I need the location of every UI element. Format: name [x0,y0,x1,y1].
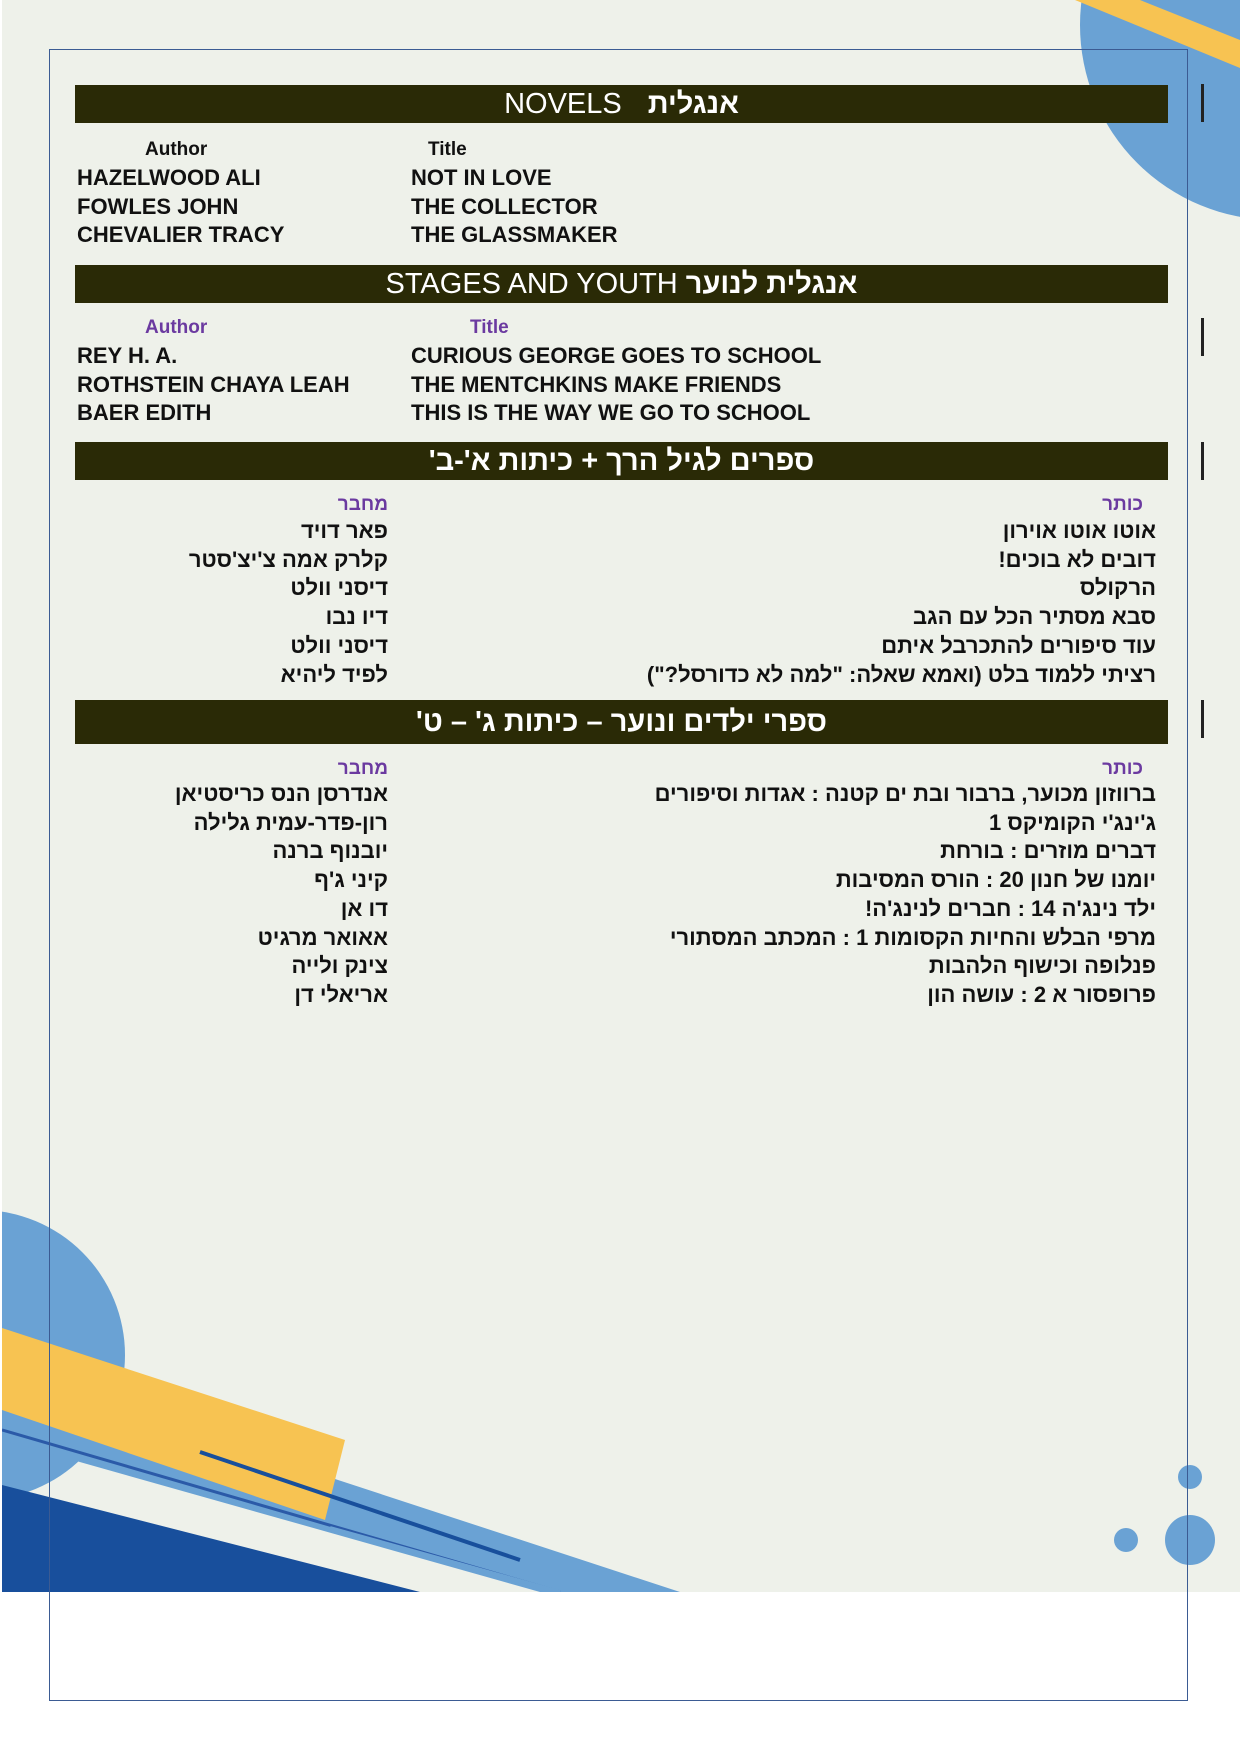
book-author: HAZELWOOD ALI [77,165,261,190]
margin-marker [1201,318,1204,356]
book-author: צינק ולייה [291,953,388,979]
book-author: FOWLES JOHN [77,193,239,219]
book-author: BAER EDITH [77,400,212,426]
title-column-header: Title [428,139,467,160]
author-column-header: מחבר [337,494,388,515]
book-title: דברים מוזרים : בורחת [940,838,1156,864]
book-title: דובים לא בוכים! [998,546,1156,572]
author-list [175,780,388,1010]
book-title: THE COLLECTOR [411,193,598,219]
book-author: אנדרסן הנס כריסטיאן [174,781,388,806]
margin-marker [1201,700,1204,738]
book-title: THIS IS THE WAY WE GO TO SCHOOL [411,400,811,426]
section-title-en: STAGES AND YOUTH [385,267,678,300]
section-bar-children-youth [75,700,1168,744]
book-author: CHEVALIER TRACY [77,222,285,248]
book-title: ברווזון מכוער, ברבור ובת ים קטנה : אגדות וסיפורים [654,781,1156,806]
book-title: CURIOUS GEORGE GOES TO SCHOOL [411,343,822,368]
section-bar-novels [75,85,1168,123]
author-list [77,164,284,250]
book-author: לפיד ליהיא [280,661,388,687]
section-bar-early-childhood [75,442,1168,480]
author-column-header: Author [145,317,208,338]
book-title: NOT IN LOVE [411,165,552,190]
book-title: עוד סיפורים להתכרבל איתם [881,632,1156,658]
book-author: דיו נבו [325,604,388,630]
book-author: קלרק אמה צ'יצ'סטר [188,546,388,572]
book-author: אאואר מרגיט [257,924,388,950]
author-list [189,517,388,689]
book-author: REY H. A. [77,343,178,368]
section-title-he: ספרים לגיל הרך + כיתות א'-ב' [428,444,815,477]
title-list [647,517,1156,689]
book-author: דיסני וולט [290,575,388,601]
book-title: מרפי הבלש והחיות הקסומות 1 : המכתב המסתורי [669,924,1156,950]
book-title: ילד נינג'ה 14 : חברים לנינג'ה! [864,895,1156,921]
title-list [411,164,618,250]
book-title: הרקולס [1079,575,1156,601]
section-title-he: אנגלית [647,87,739,120]
section-title-en: NOVELS [504,87,622,120]
title-column-header: כותר [1102,758,1143,779]
author-column-header: Author [145,139,208,160]
book-author: רון-פדר-עמית גלילה [193,809,388,835]
margin-marker [1201,84,1204,122]
book-author: ROTHSTEIN CHAYA LEAH [77,371,350,397]
book-title: סבא מסתיר הכל עם הגב [912,604,1156,630]
book-author: פאר דויד [300,518,388,543]
margin-marker [1201,442,1204,480]
book-author: קיני ג'ף [314,867,388,893]
book-title: יומנו של חנון 20 : הורס המסיבות [835,867,1156,893]
title-list [655,780,1156,1010]
book-title: רציתי ללמוד בלט (ואמא שאלה: "למה לא כדורסל?") [646,661,1156,687]
book-title: ג'ינג'י הקומיקס 1 [988,809,1156,835]
book-title: פנלופה וכישוף הלהבות [928,953,1156,979]
book-author: דיסני וולט [290,632,388,658]
title-column-header: כותר [1102,494,1143,515]
book-title: THE MENTCHKINS MAKE FRIENDS [411,371,782,397]
book-title: THE GLASSMAKER [411,222,618,248]
author-column-header: מחבר [337,758,388,779]
book-title: אוטו אוטו אוירון [1002,518,1156,543]
section-title-he: ספרי ילדים ונוער – כיתות ג' – ט' [415,705,828,738]
book-title: פרופסור א 2 : עושה הון [927,981,1156,1007]
title-list [411,342,821,428]
book-author: אריאלי דן [294,981,388,1007]
book-author: דו אן [340,895,388,921]
author-list [77,342,350,428]
section-title-he: אנגלית לנוער [685,267,858,300]
title-column-header: Title [470,317,509,338]
book-author: יובנוף ברנה [272,838,388,864]
section-bar-stages-youth [75,265,1168,303]
